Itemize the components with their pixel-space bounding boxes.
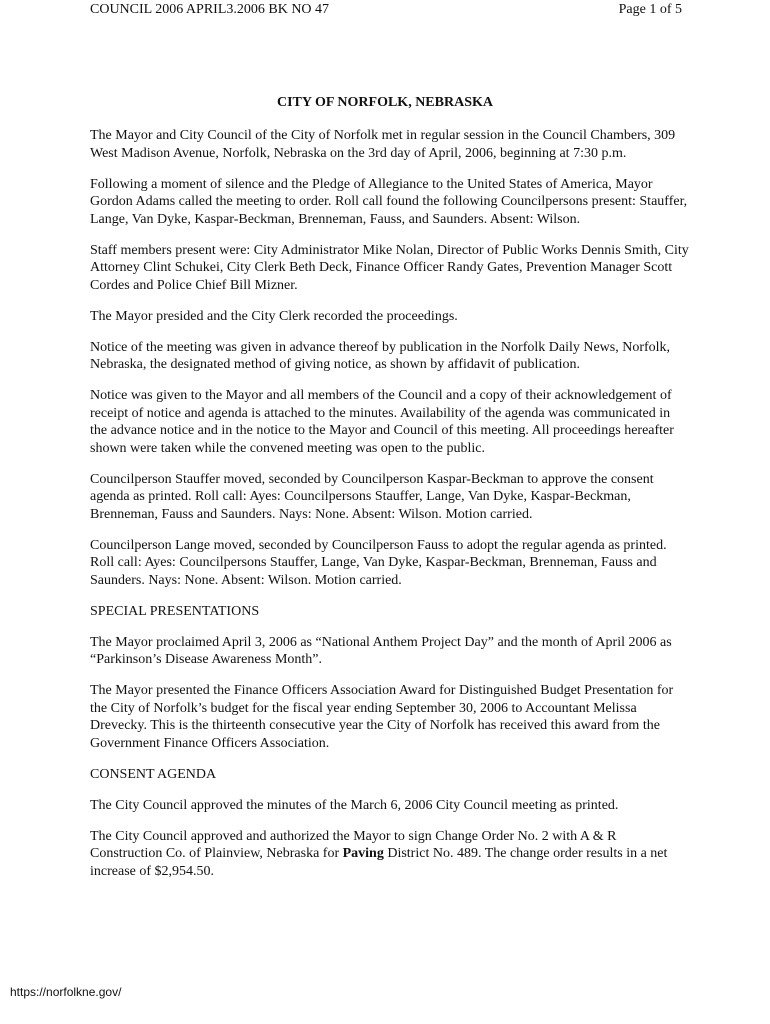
paragraph-roll-call: Following a moment of silence and the Pledge of Allegiance to the United States of America, Mayor Gordon Adams called the meeting to order. Roll call found the following Councilpersons present: Stauffer, Lange, Van Dyke, Kaspar-Beckman, Brenneman, Fauss, and Saunders. Absent: Wilson. <box>90 176 688 227</box>
paragraph-staff: Staff members present were: City Administrator Mike Nolan, Director of Public Works Dennis Smith, City Attorney Clint Schukei, City Clerk Beth Deck, Finance Officer Randy Gates, Prevention Manager Scott Cordes and Police Chief Bill Mizner. <box>90 242 689 293</box>
document-title: CITY OF NORFOLK, NEBRASKA <box>277 95 493 110</box>
paragraph-presided: The Mayor presided and the City Clerk recorded the proceedings. <box>90 308 458 324</box>
paragraph-award: The Mayor presented the Finance Officers Association Award for Distinguished Budget Presentation for the City of Norfolk’s budget for the fiscal year ending September 30, 2006 to Accountant Melissa Drevecky. This is the thirteenth consecutive year the City of Norfolk has received this award from the Government Finance Officers Association. <box>90 683 674 751</box>
paragraph-consent-motion: Councilperson Stauffer moved, seconded by Councilperson Kaspar-Beckman to approve the consent agenda as printed. Roll call: Ayes: Councilpersons Stauffer, Lange, Van Dyke, Kaspar-Beckman, Brenneman, Fauss and Saunders. Nays: None. Absent: Wilson. Motion carried. <box>90 471 654 522</box>
paragraph-notice-council: Notice was given to the Mayor and all members of the Council and a copy of their acknowledgement of receipt of notice and agenda is attached to the minutes. Availability of the agenda was communicated in the advance notice and in the notice to the Mayor and Council of this meeting. All proceedings hereafter shown were taken while the convened meeting was open to the public. <box>90 388 674 456</box>
paragraph-proclamation: The Mayor proclaimed April 3, 2006 as “National Anthem Project Day” and the month of April 2006 as “Parkinson’s Disease Awareness Month”. <box>90 634 672 667</box>
paragraph-change-order <box>90 828 690 881</box>
change-order-text-before: The City Council approved and authorized the Mayor to sign Change Order No. 2 with A & R Construction Co. of Plainview, Nebraska for <box>90 828 617 861</box>
paragraph-notice-publication: Notice of the meeting was given in advance thereof by publication in the Norfolk Daily News, Norfolk, Nebraska, the designated method of giving notice, as shown by affidavit of publication. <box>90 339 671 372</box>
document-body <box>90 127 690 894</box>
footer-url: https://norfolkne.gov/ <box>10 985 122 999</box>
section-heading-consent-agenda: CONSENT AGENDA <box>90 766 217 782</box>
change-order-bold-word: Paving <box>342 846 384 861</box>
header-page-number: Page 1 of 5 <box>618 2 682 17</box>
section-heading-special-presentations: SPECIAL PRESENTATIONS <box>90 603 260 619</box>
header-document-id: COUNCIL 2006 APRIL3.2006 BK NO 47 <box>90 2 330 17</box>
paragraph-agenda-motion: Councilperson Lange moved, seconded by Councilperson Fauss to adopt the regular agenda as printed. Roll call: Ayes: Councilpersons Stauffer, Lange, Van Dyke, Kaspar-Beckman, Brenneman, Fauss and Saunders. Nays: None. Absent: Wilson. Motion carried. <box>90 537 667 588</box>
paragraph-opening: The Mayor and City Council of the City of Norfolk met in regular session in the Council Chambers, 309 West Madison Avenue, Norfolk, Nebraska on the 3rd day of April, 2006, beginning at 7:30 p.m. <box>90 128 676 161</box>
change-order-text-after: District No. 489. The change order results in a net increase of $2,954.50. <box>90 846 668 879</box>
paragraph-minutes-approved: The City Council approved the minutes of the March 6, 2006 City Council meeting as printed. <box>90 797 619 813</box>
